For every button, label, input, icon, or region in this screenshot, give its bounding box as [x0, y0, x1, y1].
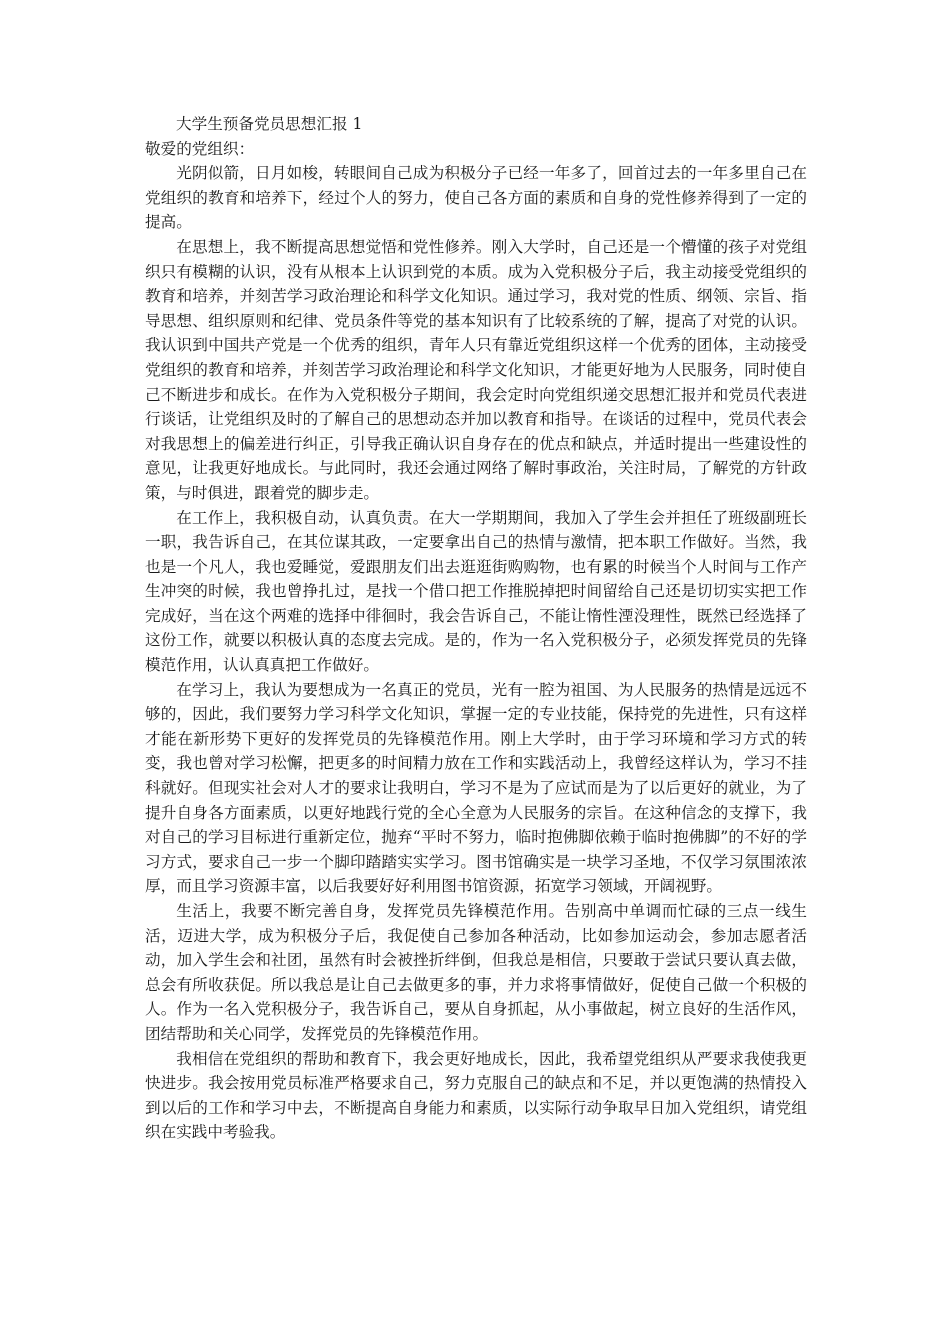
paragraph-thought: 在思想上，我不断提高思想觉悟和党性修养。刚入大学时，自己还是一个懵懂的孩子对党组织只有模糊的认识，没有从根本上认识到党的本质。成为入党积极分子后，我主动接受党组织的教育和培养，并刻苦学习政治理论和科学文化知识。通过学习，我对党的性质、纲领、宗旨、指导思想、组织原则和纪律、党员条件等党的基本知识有了比较系统的了解，提高了对党的认识。我认识到中国共产党是一个优秀的组织，青年人只有靠近党组织这样一个优秀的团体，主动接受党组织的教育和培养，并刻苦学习政治理论和科学文化知识，才能更好地为人民服务，同时使自己不断进步和成长。在作为入党积极分子期间，我会定时向党组织递交思想汇报并和党员代表进行谈话，让党组织及时的了解自己的思想动态并加以教育和指导。在谈话的过程中，党员代表会对我思想上的偏差进行纠正，引导我正确认识自身存在的优点和缺点，并适时提出一些建设性的意见，让我更好地成长。与此同时，我还会通过网络了解时事政治，关注时局，了解党的方针政策，与时俱进，跟着党的脚步走。 [145, 237, 807, 502]
paragraph-intro: 光阴似箭，日月如梭，转眼间自己成为积极分子已经一年多了，回首过去的一年多里自己在党组织的教育和培养下，经过个人的努力，使自己各方面的素质和自身的党性修养得到了一定的提高。 [145, 164, 807, 232]
paragraph-work: 在工作上，我积极自动，认真负责。在大一学期期间，我加入了学生会并担任了班级副班长一职，我告诉自己，在其位谋其政，一定要拿出自己的热情与激情，把本职工作做好。当然，我也是一个凡人，我也爱睡觉，爱跟朋友们出去逛逛街购购物，也有累的时候当个人时间与工作产生冲突的时候，我也曾挣扎过，是找一个借口把工作推脱掉把时间留给自己还是切切实实把工作完成好，当在这个两难的选择中徘徊时，我会告诉自己，不能让惰性湮没理性，既然已经选择了这份工作，就要以积极认真的态度去完成。是的，作为一名入党积极分子，必须发挥党员的先锋模范作用，认认真真把工作做好。 [145, 508, 807, 675]
paragraph-life: 生活上，我要不断完善自身，发挥党员先锋模范作用。告别高中单调而忙碌的三点一线生活，迈进大学，成为积极分子后，我促使自己参加各种活动，比如参加运动会，参加志愿者活动，加入学生会和社团，虽然有时会被挫折绊倒，但我总是相信，只要敢于尝试只要认真去做，总会有所收获促。所以我总是让自己去做更多的事，并力求将事情做好，促使自己做一个积极的人。作为一名入党积极分子，我告诉自己，要从自身抓起，从小事做起，树立良好的生活作风，团结帮助和关心同学，发挥党员的先锋模范作用。 [145, 902, 807, 1043]
document-page [145, 112, 807, 1145]
document-title: 大学生预备党员思想汇报 1 [176, 115, 363, 133]
salutation: 敬爱的党组织： [145, 139, 255, 158]
paragraph-study: 在学习上，我认为要想成为一名真正的党员，光有一腔为祖国、为人民服务的热情是远远不够的，因此，我们要努力学习科学文化知识，掌握一定的专业技能，保持党的先进性，只有这样才能在新形势下更好的发挥党员的先锋模范作用。刚上大学时，由于学习环境和学习方式的转变，我也曾对学习松懈，把更多的时间精力放在工作和实践活动上，我曾经这样认为，学习不挂科就好。但现实社会对人才的要求让我明白，学习不是为了应试而是为了以后更好的就业，为了提升自身各方面素质，以更好地践行党的全心全意为人民服务的宗旨。在这种信念的支撑下，我对自己的学习目标进行重新定位，抛弃“平时不努力，临时抱佛脚依赖于临时抱佛脚”的不好的学习方式，要求自己一步一个脚印踏踏实实学习。图书馆确实是一块学习圣地，不仅学习氛围浓浓厚，而且学习资源丰富，以后我要好好利用图书馆资源，拓宽学习领域，开阔视野。 [145, 680, 807, 896]
paragraph-conclusion: 我相信在党组织的帮助和教育下，我会更好地成长，因此，我希望党组织从严要求我使我更快进步。我会按用党员标准严格要求自己，努力克服自己的缺点和不足，并以更饱满的热情投入到以后的工作和学习中去，不断提高自身能力和素质，以实际行动争取早日加入党组织，请党组织在实践中考验我。 [145, 1049, 807, 1142]
